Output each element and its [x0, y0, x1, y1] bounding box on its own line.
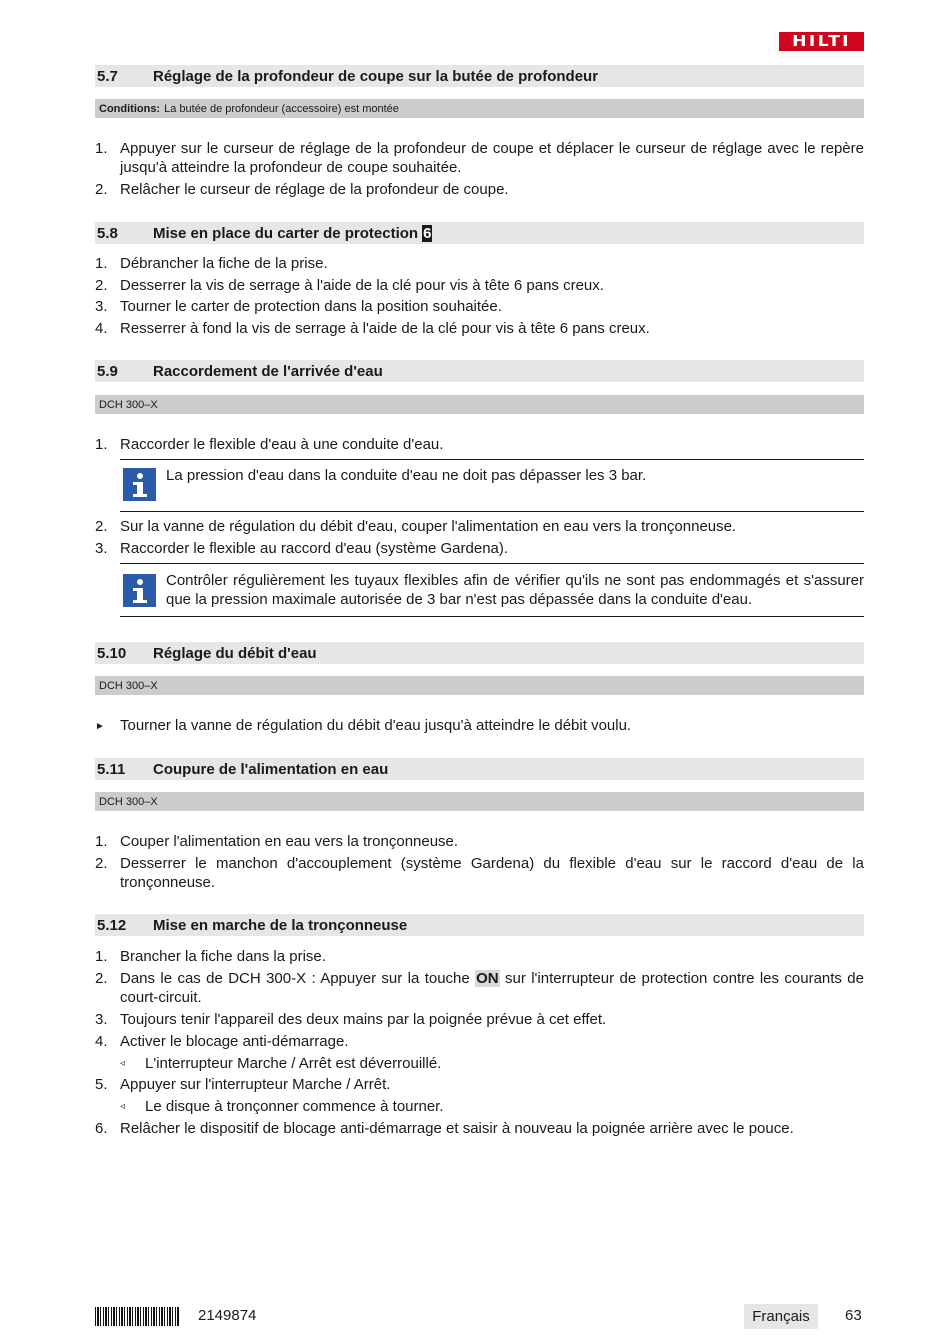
note-text: La pression d'eau dans la conduite d'eau ne doit pas dépasser les 3 bar.	[166, 467, 647, 484]
list-item	[95, 716, 864, 736]
step-number: 5.	[95, 1076, 108, 1093]
list-item	[95, 854, 864, 892]
step-number: 2.	[95, 277, 108, 294]
step-text: Relâcher le dispositif de blocage anti-démarrage et saisir à nouveau la poignée arrière avec le pouce.	[120, 1120, 794, 1137]
step-number: 3.	[95, 1011, 108, 1028]
model-bar	[95, 676, 864, 695]
hilti-logo: HILTI	[779, 32, 864, 51]
step-text: Appuyer sur le curseur de réglage de la profondeur de coupe et déplacer le curseur de réglage avec le repère jusqu'à atteindre la profondeur de coupe souhaitée.	[120, 140, 864, 176]
conditions-text: La butée de profondeur (accessoire) est montée	[164, 102, 399, 115]
section-number: 5.11	[97, 760, 126, 778]
list-item	[95, 297, 864, 316]
list-item	[95, 435, 864, 454]
step-number: 3.	[95, 298, 108, 315]
step-number: 2.	[95, 518, 108, 535]
list-item	[95, 1075, 864, 1094]
step-text: Raccorder le flexible au raccord d'eau (système Gardena).	[120, 540, 509, 557]
conditions-label: Conditions:	[99, 102, 161, 115]
step-text: Sur la vanne de régulation du débit d'eau, couper l'alimentation en eau vers la tronçonneuse.	[120, 518, 737, 535]
step-text: Appuyer sur l'interrupteur Marche / Arrêt.	[120, 1076, 391, 1093]
section-number: 5.8	[97, 224, 118, 242]
section-heading-5-8	[95, 222, 864, 244]
section-heading-5-11	[95, 758, 864, 780]
list-item	[95, 1010, 864, 1029]
list-item	[95, 1032, 864, 1051]
step-text: Activer le blocage anti-démarrage.	[120, 1033, 349, 1050]
step-number: 1.	[95, 140, 108, 157]
result-marker: ◃	[120, 1101, 126, 1112]
step-text: Débrancher la fiche de la prise.	[120, 255, 328, 272]
section-title: Réglage de la profondeur de coupe sur la butée de profondeur	[153, 67, 599, 85]
language-label: Français	[744, 1304, 818, 1329]
step-number: 1.	[95, 948, 108, 965]
figure-reference: 6	[423, 224, 432, 242]
result-item	[120, 1097, 860, 1116]
step-number: 2.	[95, 970, 108, 987]
info-icon	[123, 574, 156, 607]
section-title	[153, 225, 432, 242]
section-number: 5.7	[97, 67, 118, 85]
list-item	[95, 947, 864, 966]
model-bar	[95, 792, 864, 811]
list-item	[95, 139, 864, 177]
result-item	[120, 1054, 860, 1073]
list-item	[95, 180, 864, 199]
list-item	[95, 319, 864, 338]
section-title: Réglage du débit d'eau	[153, 644, 317, 662]
model-bar	[95, 395, 864, 414]
section-title: Raccordement de l'arrivée d'eau	[153, 362, 383, 380]
section-title: Coupure de l'alimentation en eau	[153, 760, 389, 778]
bullet-arrow: ►	[95, 721, 105, 732]
step-text: Couper l'alimentation en eau vers la tronçonneuse.	[120, 833, 459, 850]
step-number: 1.	[95, 255, 108, 272]
list-item	[95, 969, 864, 1007]
step-text-part: sur l'interrupteur de protection contre les courants de court-circuit.	[120, 970, 864, 1006]
list-item	[95, 832, 864, 851]
model-label: DCH 300–X	[99, 398, 158, 411]
list-item	[95, 1119, 864, 1138]
step-text: Desserrer le manchon d'accouplement (système Gardena) du flexible d'eau sur le raccord d'eau de la tronçonneuse.	[120, 855, 864, 891]
result-text: Le disque à tronçonner commence à tourner.	[145, 1098, 444, 1115]
note-text: Contrôler régulièrement les tuyaux flexibles afin de vérifier qu'ils ne sont pas endommagés et s'assurer que la pression maximale autorisée de 3 bar n'est pas dépassée dans la conduite d'eau.	[166, 572, 864, 608]
step-number: 2.	[95, 855, 108, 872]
step-text: Resserrer à fond la vis de serrage à l'aide de la clé pour vis à tête 6 pans creux.	[120, 320, 650, 337]
section-title: Mise en marche de la tronçonneuse	[153, 916, 408, 934]
info-icon	[123, 468, 156, 501]
page-number: 63	[845, 1307, 862, 1324]
step-number: 6.	[95, 1120, 108, 1137]
on-key-label: ON	[476, 970, 499, 987]
document-code: 2149874	[198, 1307, 257, 1324]
info-note	[120, 459, 864, 512]
list-item	[95, 276, 864, 295]
model-label: DCH 300–X	[99, 795, 158, 808]
step-number: 1.	[95, 436, 108, 453]
step-text: Toujours tenir l'appareil des deux mains par la poignée prévue à cet effet.	[120, 1011, 607, 1028]
section-heading-5-12	[95, 914, 864, 936]
step-number: 4.	[95, 1033, 108, 1050]
list-item	[95, 517, 864, 536]
info-note	[120, 563, 864, 617]
section-number: 5.9	[97, 362, 118, 380]
step-text: Tourner le carter de protection dans la position souhaitée.	[120, 298, 502, 315]
list-item	[95, 254, 864, 273]
conditions-bar	[95, 99, 864, 118]
list-item	[95, 539, 864, 558]
result-text: L'interrupteur Marche / Arrêt est déverrouillé.	[145, 1055, 442, 1072]
step-text	[120, 969, 864, 1007]
step-number: 3.	[95, 540, 108, 557]
barcode	[95, 1307, 180, 1326]
section-number: 5.10	[97, 644, 127, 662]
step-number: 2.	[95, 181, 108, 198]
step-text: Desserrer la vis de serrage à l'aide de la clé pour vis à tête 6 pans creux.	[120, 277, 604, 294]
model-label: DCH 300–X	[99, 679, 158, 692]
step-number: 4.	[95, 320, 108, 337]
section-heading-5-7	[95, 65, 864, 87]
section-number: 5.12	[97, 916, 127, 934]
section-heading-5-10	[95, 642, 864, 664]
section-heading-5-9	[95, 360, 864, 382]
step-text: Relâcher le curseur de réglage de la profondeur de coupe.	[120, 181, 509, 198]
step-text: Brancher la fiche dans la prise.	[120, 948, 326, 965]
section-title-text: Mise en place du carter de protection	[153, 224, 419, 242]
step-number: 1.	[95, 833, 108, 850]
step-text-part: Dans le cas de DCH 300-X : Appuyer sur la touche	[120, 970, 470, 987]
result-marker: ◃	[120, 1058, 126, 1069]
step-text: Tourner la vanne de régulation du débit d'eau jusqu'à atteindre le débit voulu.	[120, 717, 632, 734]
step-text: Raccorder le flexible d'eau à une conduite d'eau.	[120, 436, 444, 453]
